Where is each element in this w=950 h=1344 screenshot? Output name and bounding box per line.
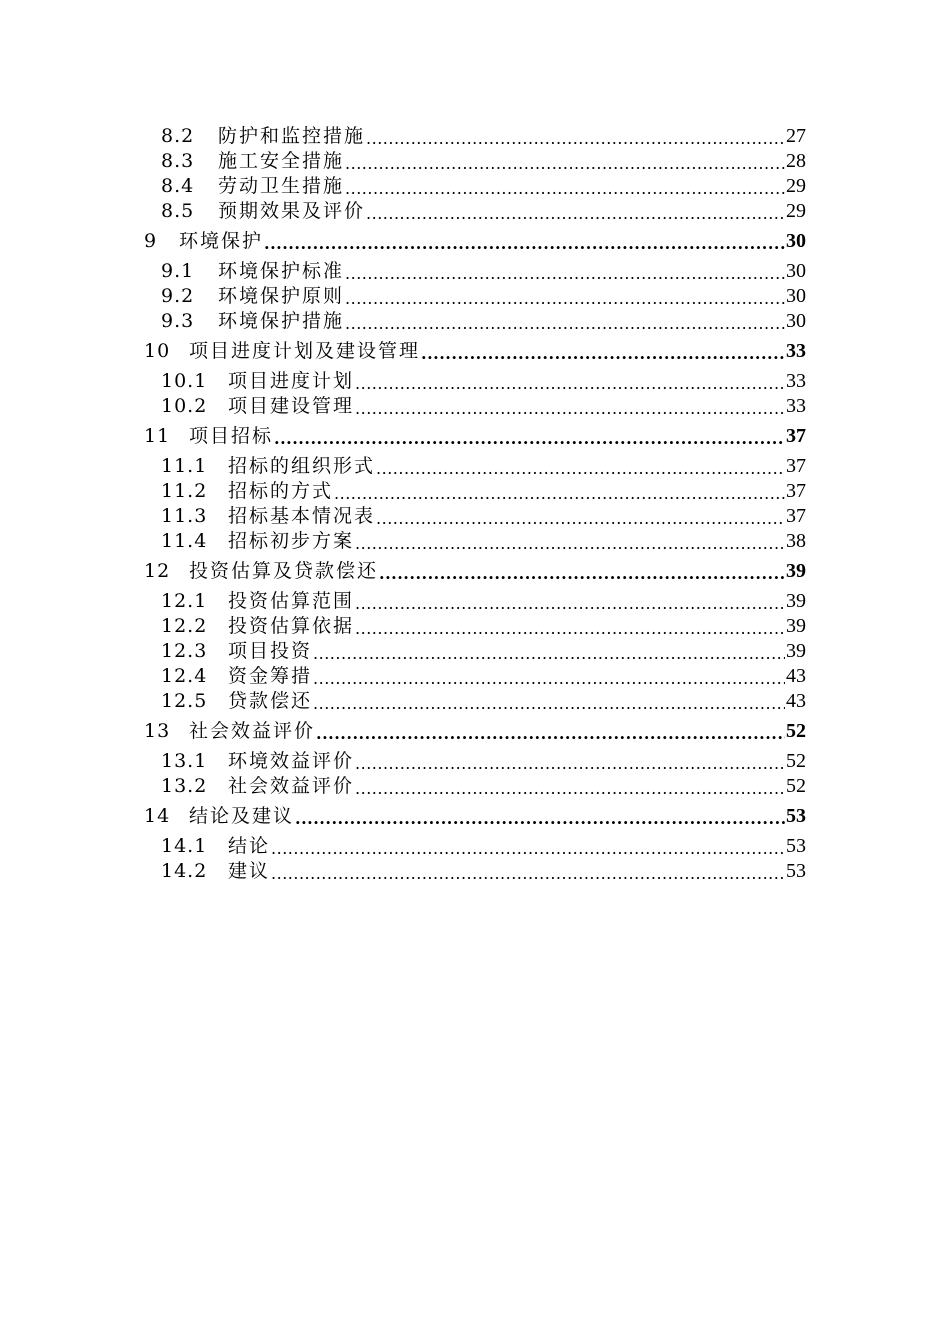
toc-entry-title: 劳动卫生措施 <box>218 175 345 197</box>
toc-section-entry[interactable] <box>144 394 806 419</box>
toc-entry-number: 8.5 <box>161 200 195 222</box>
toc-entry-title: 招标基本情况表 <box>228 505 376 527</box>
toc-entry-number: 8.3 <box>161 150 195 172</box>
toc-section-entry[interactable] <box>144 834 806 859</box>
toc-section-entry[interactable] <box>144 149 806 174</box>
toc-entry-page-number: 30 <box>786 230 806 252</box>
toc-entry-number: 8.4 <box>161 175 195 197</box>
toc-entry-title: 环境保护原则 <box>218 285 345 307</box>
toc-entry-number: 12.4 <box>161 665 208 687</box>
toc-entry-title: 环境保护 <box>179 230 264 252</box>
toc-section-entry[interactable] <box>144 369 806 394</box>
toc-entry-title: 建议 <box>228 860 271 882</box>
toc-dot-leader <box>355 369 785 394</box>
toc-section-entry[interactable] <box>144 259 806 284</box>
toc-dot-leader <box>295 804 785 829</box>
toc-entry-page-number: 39 <box>786 640 806 662</box>
toc-entry-title: 招标初步方案 <box>228 530 355 552</box>
toc-entry-page-number: 33 <box>786 395 806 417</box>
toc-section-entry[interactable] <box>144 454 806 479</box>
toc-dot-leader <box>264 229 785 254</box>
toc-entry-title: 项目建设管理 <box>228 395 355 417</box>
toc-entry-page-number: 38 <box>786 530 806 552</box>
toc-chapter-entry[interactable] <box>144 804 806 829</box>
toc-entry-page-number: 52 <box>786 750 806 772</box>
toc-chapter-entry[interactable] <box>144 339 806 364</box>
toc-dot-leader <box>345 309 785 334</box>
toc-entry-page-number: 33 <box>786 340 806 362</box>
toc-entry-number: 11.1 <box>161 455 208 477</box>
toc-dot-leader <box>355 529 785 554</box>
toc-entry-title: 施工安全措施 <box>218 150 345 172</box>
toc-entry-number: 12.5 <box>161 690 208 712</box>
toc-section-entry[interactable] <box>144 589 806 614</box>
toc-dot-leader <box>274 424 785 449</box>
toc-entry-number: 9 <box>144 230 158 252</box>
toc-section-entry[interactable] <box>144 774 806 799</box>
toc-section-entry[interactable] <box>144 479 806 504</box>
toc-entry-number: 12.3 <box>161 640 208 662</box>
toc-entry-page-number: 39 <box>786 560 806 582</box>
toc-entry-number: 11.3 <box>161 505 208 527</box>
toc-entry-page-number: 29 <box>786 175 806 197</box>
toc-dot-leader <box>334 479 785 504</box>
toc-dot-leader <box>313 664 785 689</box>
toc-dot-leader <box>355 589 785 614</box>
toc-entry-number: 12 <box>144 560 171 582</box>
toc-entry-page-number: 43 <box>786 690 806 712</box>
toc-entry-number: 9.2 <box>161 285 195 307</box>
toc-entry-number: 12.2 <box>161 615 208 637</box>
toc-entry-page-number: 37 <box>786 505 806 527</box>
toc-section-entry[interactable] <box>144 614 806 639</box>
toc-entry-number: 11.2 <box>161 480 208 502</box>
toc-entry-page-number: 37 <box>786 480 806 502</box>
toc-dot-leader <box>421 339 785 364</box>
toc-section-entry[interactable] <box>144 284 806 309</box>
toc-entry-title: 项目招标 <box>189 425 274 447</box>
toc-entry-page-number: 52 <box>786 775 806 797</box>
toc-dot-leader <box>366 124 785 149</box>
toc-dot-leader <box>345 259 785 284</box>
toc-dot-leader <box>345 174 785 199</box>
toc-entry-number: 13.1 <box>161 750 208 772</box>
toc-entry-page-number: 28 <box>786 150 806 172</box>
toc-entry-number: 11 <box>144 425 171 447</box>
toc-entry-title: 投资估算范围 <box>228 590 355 612</box>
toc-entry-number: 8.2 <box>161 125 195 147</box>
toc-section-entry[interactable] <box>144 859 806 884</box>
toc-entry-page-number: 37 <box>786 455 806 477</box>
toc-entry-title: 环境效益评价 <box>228 750 355 772</box>
toc-entry-page-number: 52 <box>786 720 806 742</box>
toc-section-entry[interactable] <box>144 504 806 529</box>
toc-entry-title: 结论及建议 <box>189 805 295 827</box>
toc-dot-leader <box>355 394 785 419</box>
toc-entry-number: 9.1 <box>161 260 195 282</box>
toc-section-entry[interactable] <box>144 689 806 714</box>
toc-entry-page-number: 30 <box>786 310 806 332</box>
toc-entry-page-number: 27 <box>786 125 806 147</box>
toc-dot-leader <box>345 284 785 309</box>
toc-entry-page-number: 30 <box>786 285 806 307</box>
toc-entry-number: 14.1 <box>161 835 208 857</box>
toc-entry-title: 社会效益评价 <box>228 775 355 797</box>
toc-entry-number: 14 <box>144 805 171 827</box>
toc-entry-title: 投资估算依据 <box>228 615 355 637</box>
toc-dot-leader <box>271 859 785 884</box>
toc-entry-page-number: 29 <box>786 200 806 222</box>
toc-dot-leader <box>313 689 785 714</box>
toc-entry-title: 环境保护措施 <box>218 310 345 332</box>
toc-section-entry[interactable] <box>144 309 806 334</box>
toc-entry-title: 项目投资 <box>228 640 313 662</box>
toc-entry-number: 10 <box>144 340 171 362</box>
toc-section-entry[interactable] <box>144 749 806 774</box>
toc-entry-title: 社会效益评价 <box>189 720 316 742</box>
toc-entry-number: 13 <box>144 720 171 742</box>
toc-chapter-entry[interactable] <box>144 229 806 254</box>
toc-dot-leader <box>355 614 785 639</box>
toc-section-entry[interactable] <box>144 664 806 689</box>
toc-chapter-entry[interactable] <box>144 424 806 449</box>
toc-dot-leader <box>376 454 785 479</box>
toc-dot-leader <box>355 774 785 799</box>
toc-entry-title: 结论 <box>228 835 271 857</box>
toc-section-entry[interactable] <box>144 124 806 149</box>
toc-dot-leader <box>366 199 785 224</box>
toc-dot-leader <box>379 559 785 584</box>
toc-dot-leader <box>271 834 785 859</box>
toc-dot-leader <box>313 639 785 664</box>
toc-entry-title: 招标的方式 <box>228 480 334 502</box>
toc-entry-title: 项目进度计划 <box>228 370 355 392</box>
toc-entry-page-number: 53 <box>786 805 806 827</box>
toc-entry-title: 招标的组织形式 <box>228 455 376 477</box>
toc-entry-title: 环境保护标准 <box>218 260 345 282</box>
toc-entry-page-number: 39 <box>786 590 806 612</box>
toc-dot-leader <box>316 719 785 744</box>
toc-entry-number: 13.2 <box>161 775 208 797</box>
toc-section-entry[interactable] <box>144 199 806 224</box>
table-of-contents <box>144 124 806 884</box>
toc-entry-page-number: 53 <box>786 860 806 882</box>
toc-entry-title: 防护和监控措施 <box>218 125 366 147</box>
toc-section-entry[interactable] <box>144 639 806 664</box>
toc-entry-number: 10.1 <box>161 370 208 392</box>
toc-entry-number: 12.1 <box>161 590 208 612</box>
toc-chapter-entry[interactable] <box>144 559 806 584</box>
toc-chapter-entry[interactable] <box>144 719 806 744</box>
toc-entry-page-number: 39 <box>786 615 806 637</box>
toc-entry-page-number: 37 <box>786 425 806 447</box>
toc-dot-leader <box>376 504 785 529</box>
toc-entry-page-number: 53 <box>786 835 806 857</box>
toc-entry-number: 9.3 <box>161 310 195 332</box>
toc-entry-title: 项目进度计划及建设管理 <box>189 340 421 362</box>
toc-entry-page-number: 33 <box>786 370 806 392</box>
toc-entry-title: 资金筹措 <box>228 665 313 687</box>
toc-dot-leader <box>355 749 785 774</box>
toc-section-entry[interactable] <box>144 174 806 199</box>
toc-entry-title: 贷款偿还 <box>228 690 313 712</box>
toc-entry-page-number: 30 <box>786 260 806 282</box>
toc-entry-number: 10.2 <box>161 395 208 417</box>
toc-entry-title: 投资估算及贷款偿还 <box>189 560 379 582</box>
toc-entry-number: 14.2 <box>161 860 208 882</box>
toc-dot-leader <box>345 149 785 174</box>
toc-entry-number: 11.4 <box>161 530 208 552</box>
toc-section-entry[interactable] <box>144 529 806 554</box>
toc-entry-page-number: 43 <box>786 665 806 687</box>
toc-entry-title: 预期效果及评价 <box>218 200 366 222</box>
